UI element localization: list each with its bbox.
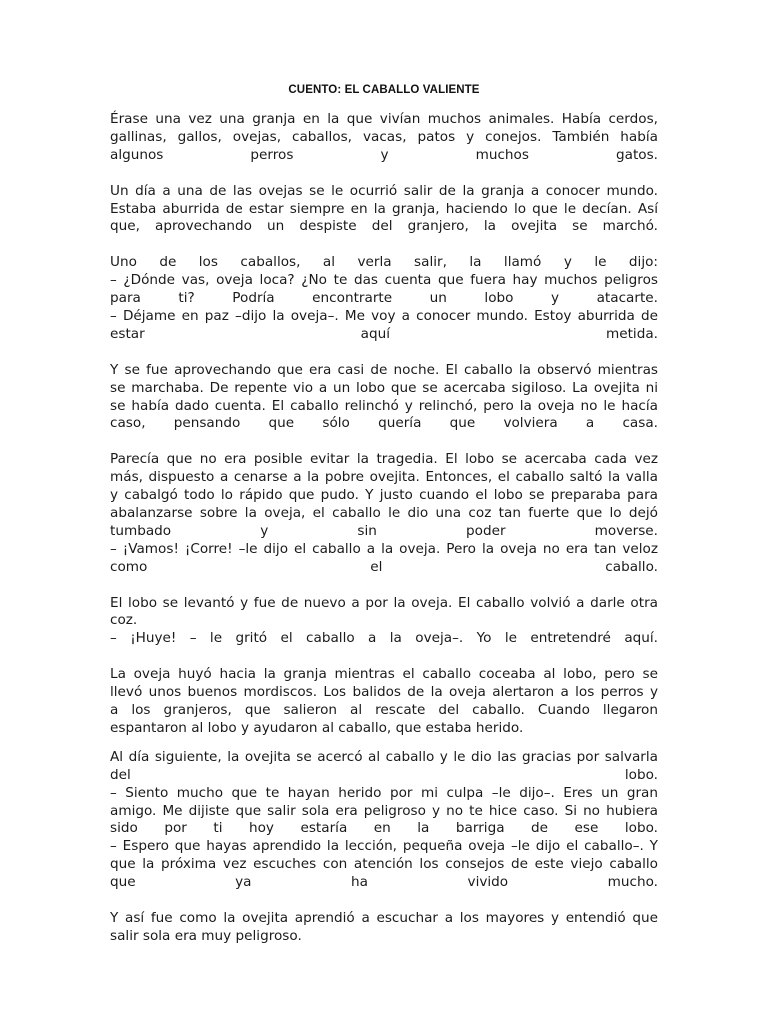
story-paragraph bbox=[110, 910, 658, 946]
paragraph-line: se había dado cuenta. El caballo relinchó y relinchó, pero la oveja no le hacía bbox=[110, 397, 658, 414]
paragraph-line: Al día siguiente, la ovejita se acercó al caballo y le dio las gracias por salvarla bbox=[110, 748, 658, 765]
paragraph-line: Y así fue como la ovejita aprendió a escuchar a los mayores y entendió que bbox=[110, 909, 658, 926]
paragraph-line: La oveja huyó hacia la granja mientras el caballo coceaba al lobo, pero se bbox=[110, 666, 658, 683]
paragraph-line: Érase una vez una granja en la que vivían muchos animales. Había cerdos, bbox=[110, 111, 658, 127]
paragraph-line: Parecía que no era posible evitar la tragedia. El lobo se acercaba cada vez bbox=[110, 451, 658, 468]
paragraph-line: a los granjeros, que salieron al rescate del caballo. Cuando llegaron bbox=[110, 702, 658, 719]
paragraph-line: – Espero que hayas aprendido la lección, pequeña oveja –le dijo el caballo–. Y bbox=[110, 838, 658, 855]
paragraph-line: El lobo se levantó y fue de nuevo a por la oveja. El caballo volvió a darle otra bbox=[110, 594, 658, 611]
paragraph-line: que, aprovechando un despiste del granjero, la ovejita se marchó. bbox=[110, 218, 658, 235]
paragraph-line: caso, pensando que sólo quería que volviera a casa. bbox=[110, 415, 658, 432]
paragraph-line: tumbado y sin poder moverse. bbox=[110, 522, 658, 539]
story-title: CUENTO: EL CABALLO VALIENTE bbox=[288, 84, 480, 96]
paragraph-line: amigo. Me dijiste que salir sola era peligroso y no te hice caso. Si no hubiera bbox=[110, 802, 658, 819]
paragraph-line: del lobo. bbox=[110, 766, 658, 783]
story-paragraph bbox=[110, 111, 658, 165]
paragraph-line: como el caballo. bbox=[110, 558, 658, 575]
paragraph-line: abalanzarse sobre la oveja, el caballo le dio una coz tan fuerte que lo dejó bbox=[110, 505, 658, 522]
story-paragraph bbox=[110, 183, 658, 237]
paragraph-line: Un día a una de las ovejas se le ocurrió salir de la granja a conocer mundo. bbox=[110, 182, 658, 199]
paragraph-line: para ti? Podría encontrarte un lobo y atacarte. bbox=[110, 290, 658, 307]
paragraph-line: – ¡Vamos! ¡Corre! –le dijo el caballo a la oveja. Pero la oveja no era tan veloz bbox=[110, 540, 658, 557]
story-body bbox=[110, 111, 658, 964]
story-paragraph bbox=[110, 362, 658, 434]
paragraph-line: que ya ha vivido mucho. bbox=[110, 874, 658, 891]
paragraph-line: algunos perros y muchos gatos. bbox=[110, 146, 658, 163]
paragraph-line: sido por ti hoy estaría en la barriga de ese lobo. bbox=[110, 820, 658, 837]
paragraph-line: Uno de los caballos, al verla salir, la llamó y le dijo: bbox=[110, 254, 658, 271]
story-paragraph bbox=[110, 666, 658, 738]
paragraph-line: y cabalgó todo lo rápido que pudo. Y justo cuando el lobo se preparaba para bbox=[110, 487, 658, 504]
paragraph-line: salir sola era muy peligroso. bbox=[110, 927, 302, 944]
story-paragraph bbox=[110, 451, 658, 576]
paragraph-line: – ¡Huye! – le gritó el caballo a la oveja–. Yo le entretendré aquí. bbox=[110, 630, 658, 647]
story-paragraph bbox=[110, 749, 658, 892]
story-paragraph bbox=[110, 595, 658, 649]
paragraph-line: Estaba aburrida de estar siempre en la granja, haciendo lo que le decían. Así bbox=[110, 200, 658, 217]
paragraph-line: se marchaba. De repente vio a un lobo que se acercaba sigiloso. La ovejita ni bbox=[110, 379, 658, 396]
paragraph-line: espantaron al lobo y ayudaron al caballo, que estaba herido. bbox=[110, 719, 524, 736]
paragraph-line: Y se fue aprovechando que era casi de noche. El caballo la observó mientras bbox=[110, 361, 658, 378]
paragraph-line: – ¿Dónde vas, oveja loca? ¿No te das cuenta que fuera hay muchos peligros bbox=[110, 272, 658, 289]
paragraph-line: estar aquí metida. bbox=[110, 325, 658, 342]
story-paragraph bbox=[110, 254, 658, 343]
paragraph-line: coz. bbox=[110, 612, 138, 629]
paragraph-line: gallinas, gallos, ovejas, caballos, vacas, patos y conejos. También había bbox=[110, 128, 658, 145]
paragraph-line: que la próxima vez escuches con atención los consejos de este viejo caballo bbox=[110, 856, 658, 873]
paragraph-line: – Siento mucho que te hayan herido por mi culpa –le dijo–. Eres un gran bbox=[110, 784, 658, 801]
paragraph-line: – Déjame en paz –dijo la oveja–. Me voy a conocer mundo. Estoy aburrida de bbox=[110, 308, 658, 325]
paragraph-line: llevó unos buenos mordiscos. Los balidos de la oveja alertaron a los perros y bbox=[110, 684, 658, 701]
paragraph-line: más, dispuesto a cenarse a la pobre ovejita. Entonces, el caballo saltó la valla bbox=[110, 469, 658, 486]
